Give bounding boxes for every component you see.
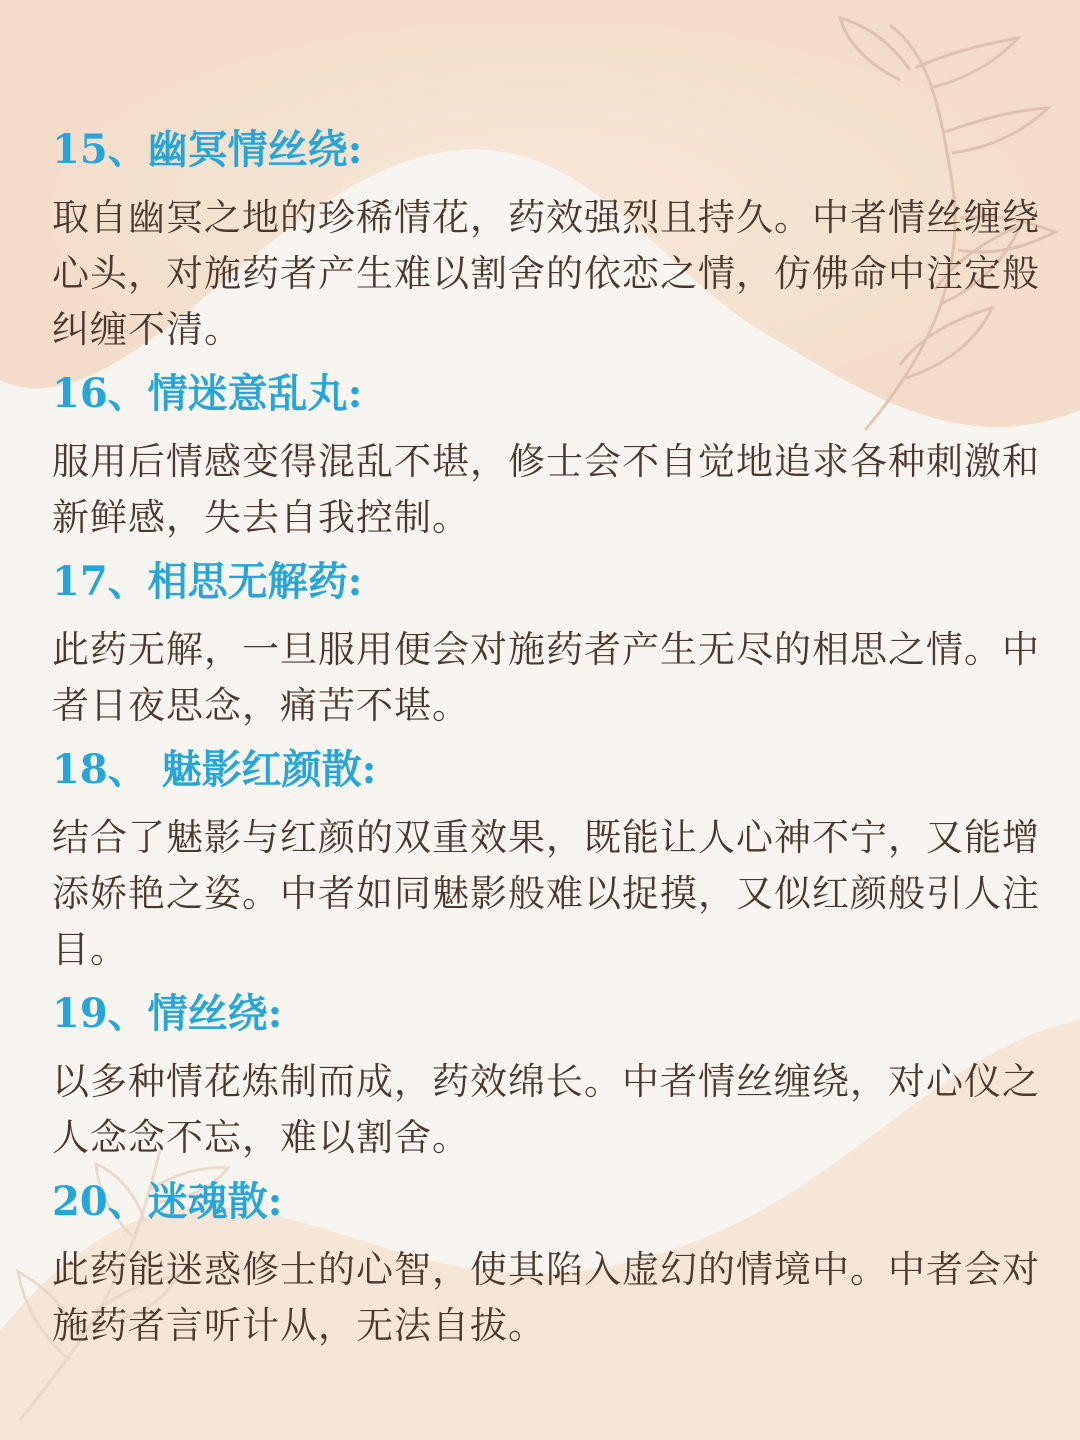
remedy-description: 此药无解，一旦服用便会对施药者产生无尽的相思之情。中者日夜思念，痛苦不堪。 <box>52 628 1040 727</box>
remedy-description: 此药能迷惑修士的心智，使其陷入虚幻的情境中。中者会对施药者言听计从，无法自拔。 <box>52 1248 1040 1347</box>
remedy-description: 服用后情感变得混乱不堪，修士会不自觉地追求各种刺激和新鲜感，失去自我控制。 <box>52 440 1040 539</box>
remedy-entry <box>52 554 1052 734</box>
remedy-description: 结合了魅影与红颜的双重效果，既能让人心神不宁，又能增添娇艳之姿。中者如同魅影般难以捉摸，又似红颜般引人注目。 <box>52 816 1040 971</box>
remedy-description: 以多种情花炼制而成，药效绵长。中者情丝缠绕，对心仪之人念念不忘，难以割舍。 <box>52 1060 1040 1159</box>
remedy-list <box>52 122 1052 1362</box>
remedy-title: 18、 魅影红颜散: <box>52 746 377 793</box>
remedy-title: 20、迷魂散: <box>52 1178 283 1225</box>
remedy-title: 17、相思无解药: <box>52 558 363 605</box>
remedy-title: 16、情迷意乱丸: <box>52 370 363 417</box>
remedy-entry <box>52 1174 1052 1354</box>
remedy-entry <box>52 366 1052 546</box>
remedy-entry <box>52 986 1052 1166</box>
remedy-title: 15、幽冥情丝绕: <box>52 126 363 173</box>
remedy-title: 19、情丝绕: <box>52 990 283 1037</box>
remedy-description: 取自幽冥之地的珍稀情花，药效强烈且持久。中者情丝缠绕心头，对施药者产生难以割舍的依恋之情，仿佛命中注定般纠缠不清。 <box>52 196 1040 351</box>
remedy-entry <box>52 742 1052 978</box>
remedy-entry <box>52 122 1052 358</box>
